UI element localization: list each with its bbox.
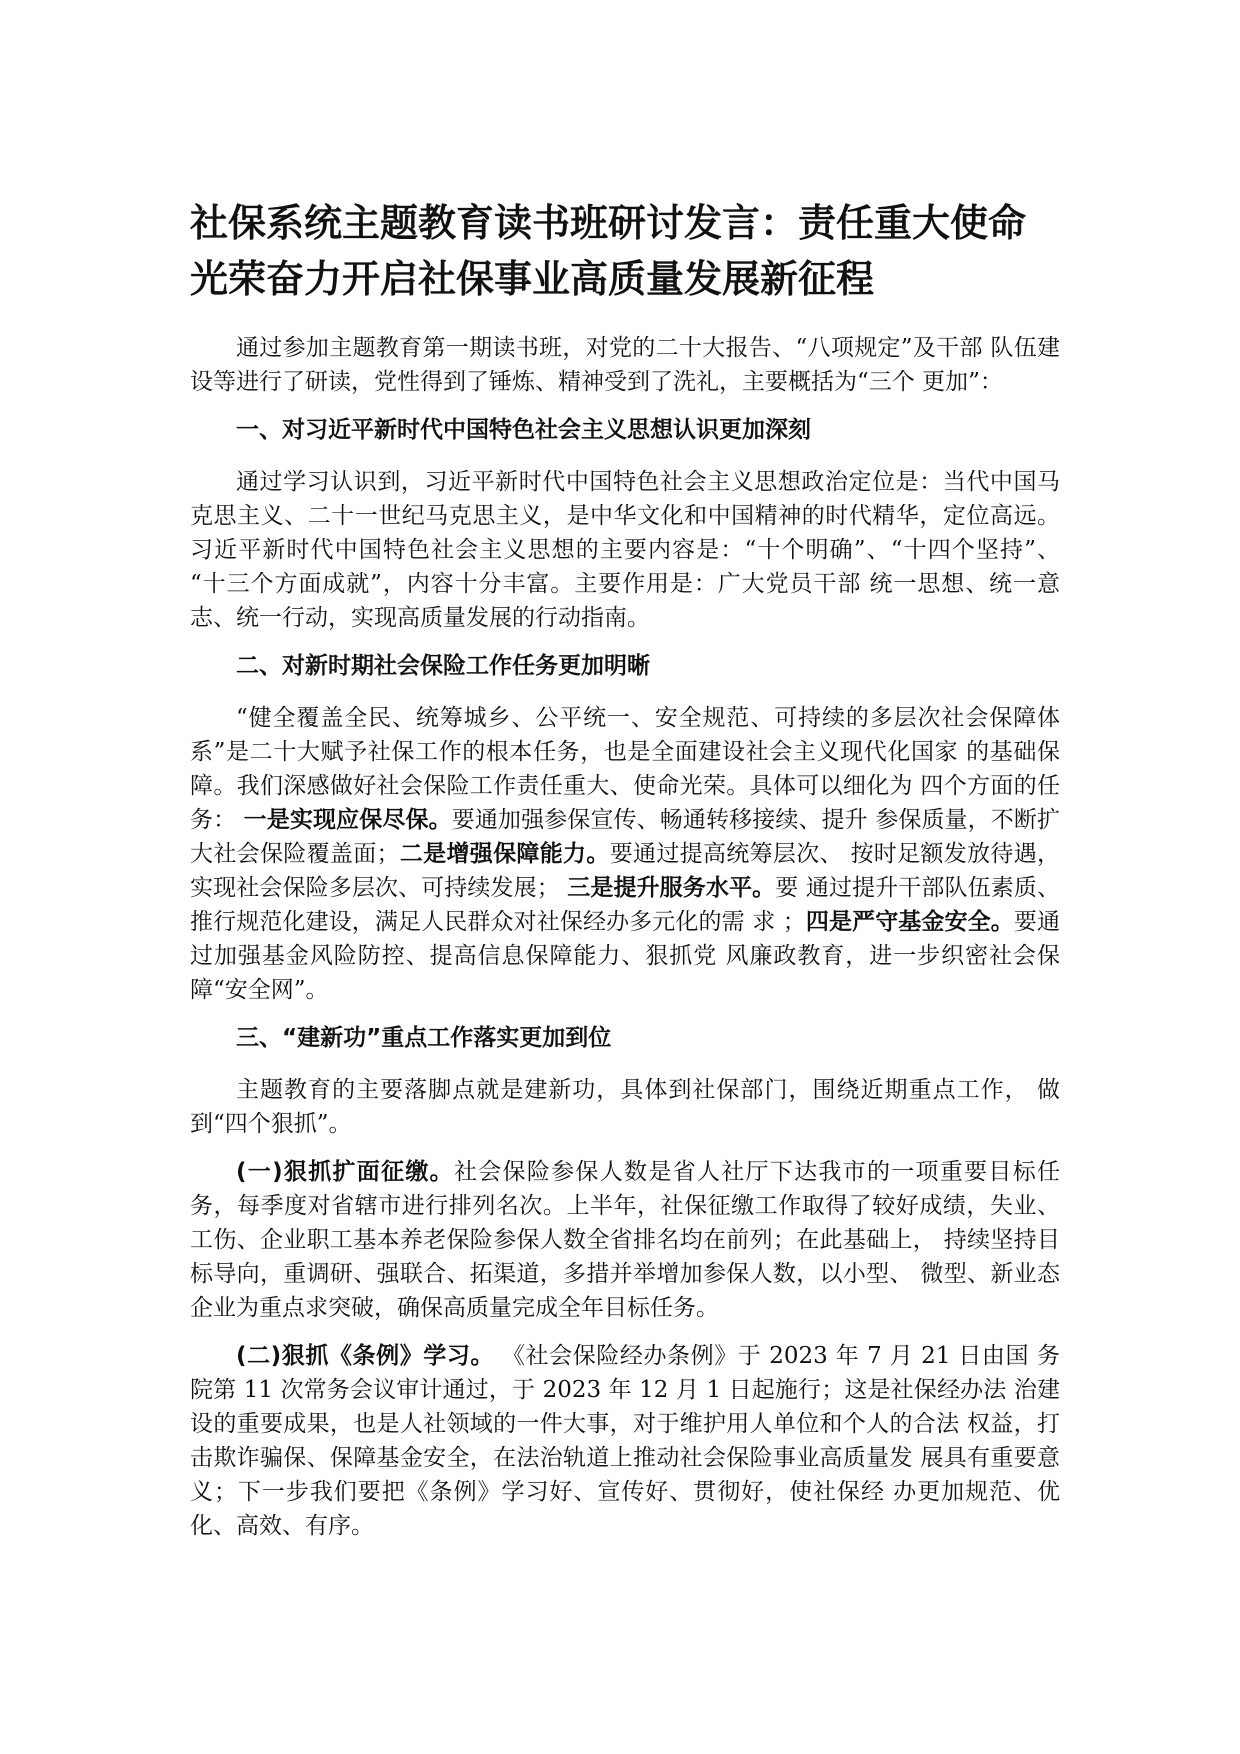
- section-2-heading: 二、对新时期社会保险工作任务更加明晰: [236, 653, 650, 679]
- task-1-label: 一是实现应保尽保。: [243, 807, 452, 833]
- document-title: 社保系统主题教育读书班研讨发言：责任重大使命光荣奋力开启社保事业高质量发展新征程: [190, 201, 1027, 301]
- section-1-paragraph: 通过学习认识到，习近平新时代中国特色社会主义思想政治定位是：当代中国马克思主义、二十一世纪马克思主义，是中华文化和中国精神的时代精华，定位高远。习近平新时代中国特色社会主义思想的主要内容是：“十个明确”、“十四个坚持”、 “十三个方面成就”，内容十分丰富。主要作用是：广大党员干部 统一思想、统一意志、统一行动，实现高质量发展的行动指南。: [190, 469, 1060, 631]
- section-3-heading: 三、“建新功”重点工作落实更加到位: [236, 1025, 612, 1051]
- task-4-text: 要通过加强基金风险防控、提高信息保障能力、狠抓党 风廉政教育，进一步织密社会保障“安全网”。: [190, 909, 1061, 1003]
- task-3-label: 三是提升服务水平。: [567, 875, 776, 901]
- document-body: [190, 195, 1060, 1557]
- task-2-text: 要通过提高统筹层次、 按时足额发放待遇，实现社会保险多层次、可持续发展；: [190, 841, 1061, 901]
- task-2-label: 二是增强保障能力。: [399, 841, 610, 867]
- item-2-text: 《社会保险经办条例》于 2023 年 7 月 21 日由国 务院第 11 次常务会议审计通过，于 2023 年 12 月 1 日起施行；这是社保经办法 治建设的重要成果，也是人社领域的一件大事，对于维护用人单位和个人的合法 权益，打击欺诈骗保、保障基金安全，在法治轨道上推动社会保险事业高质量发 展具有重要意义；下一步我们要把《条例》学习好、宣传好、贯彻好，使社保经 办更加规范、优化、高效、有序。: [190, 1343, 1060, 1539]
- task-4-label: 四是严守基金安全。: [805, 909, 1014, 935]
- section-1-heading: 一、对习近平新时代中国特色社会主义思想认识更加深刻: [236, 417, 811, 443]
- section-2-paragraph: [190, 701, 1060, 1007]
- section-3-item-1: [190, 1155, 1060, 1325]
- task-1-text: 要通加强参保宣传、畅通转移接续、提升 参保质量，不断扩大社会保险覆盖面；: [190, 807, 1061, 867]
- item-1-text: 社会保险参保人数是省人社厅下达我市的一项重要目标任务，每季度对省辖市进行排列名次。上半年，社保征缴工作取得了较好成绩，失业、工伤、企业职工基本养老保险参保人数全省排名均在前列；在此基础上， 持续坚持目标导向，重调研、强联合、拓渠道，多措并举增加参保人数，以小型、 微型、新业态企业为重点求突破，确保高质量完成全年目标任务。: [190, 1159, 1061, 1321]
- item-1-label: (一)狠抓扩面征缴。: [236, 1159, 454, 1185]
- task-3-text: 要 通过提升干部队伍素质、推行规范化建设，满足人民群众对社保经办多元化的需 求 ；: [190, 875, 1061, 935]
- section-2-lead-text: “健全覆盖全民、统筹城乡、公平统一、安全规范、可持续的多层次社会保障体系”是二十大赋予社保工作的根本任务，也是全面建设社会主义现代化国家 的基础保障。我们深感做好社会保险工作责任重大、使命光荣。具体可以细化为 四个方面的任务：: [190, 705, 1060, 833]
- intro-paragraph: 通过参加主题教育第一期读书班，对党的二十大报告、“八项规定”及干部 队伍建设等进行了研读，党性得到了锤炼、精神受到了洗礼，主要概括为“三个 更加”：: [190, 335, 1060, 395]
- item-2-label: (二)狠抓《条例》学习。: [236, 1343, 495, 1369]
- section-3-item-2: [190, 1339, 1060, 1543]
- section-3-intro: 主题教育的主要落脚点就是建新功，具体到社保部门，围绕近期重点工作， 做到“四个狠抓”。: [190, 1077, 1060, 1137]
